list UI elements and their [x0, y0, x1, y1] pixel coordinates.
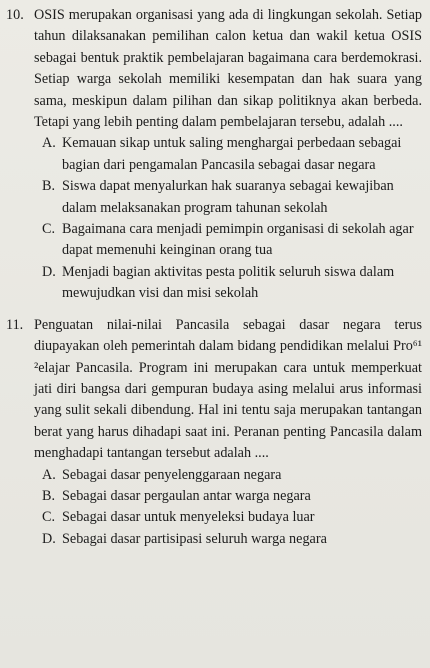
option-text: Bagaimana cara menjadi pemimpin organisasi di sekolah agar dapat memenuhi keinginan orang tua [62, 221, 414, 259]
question-11 [6, 315, 422, 550]
question-stem: OSIS merupakan organisasi yang ada di lingkungan sekolah. Setiap tahun dilaksanakan pemilihan calon ketua dan wakil ketua OSIS sebagai bentuk praktik pembelajaran bagaimana cara berdemokrasi. Setiap warga sekolah memiliki kesempatan dan hak suara yang sama, meskipun dalam pilihan dan sikap politiknya akan berbeda. Tetapi yang lebih penting dalam pembelajaran tersebu, adalah .... [34, 7, 422, 131]
option-text: Sebagai dasar untuk menyeleksi budaya luar [62, 509, 315, 526]
option-list [34, 465, 422, 551]
question-10 [6, 5, 422, 305]
option-letter: C. [42, 221, 56, 238]
question-stem: Penguatan nilai-nilai Pancasila sebagai dasar negara terus diupayakan oleh pemerintah dalam bidang pendidikan melalui Pro⁶¹ ²elajar Pancasila. Program ini merupakan cara untuk memperkuat jati diri bangsa dari gempuran budaya asing melalui arus informasi yang sulit sekali dibendung. Hal ini tentu saja merupakan tantangan berat yang harus dihadapi saat ini. Peranan penting Pancasila dalam menghadapi tantangan tersebut adalah .... [34, 316, 422, 462]
question-body [34, 315, 422, 550]
question-body [34, 5, 422, 305]
option-text: Sebagai dasar penyelenggaraan negara [62, 466, 282, 483]
option-a[interactable] [34, 465, 422, 486]
question-number: 10. [6, 7, 24, 23]
option-letter: B. [42, 487, 56, 504]
option-b[interactable] [34, 176, 422, 219]
option-b[interactable] [34, 486, 422, 507]
option-d[interactable] [34, 262, 422, 305]
option-text: Menjadi bagian aktivitas pesta politik seluruh siswa dalam mewujudkan visi dan misi sekolah [62, 263, 395, 302]
option-letter: D. [42, 530, 56, 547]
option-d[interactable] [34, 529, 422, 550]
option-letter: A. [42, 466, 56, 483]
option-letter: D. [42, 263, 56, 280]
option-a[interactable] [34, 133, 422, 176]
question-number: 11. [6, 316, 24, 333]
option-c[interactable] [34, 219, 422, 262]
option-letter: A. [42, 135, 56, 152]
option-list [34, 133, 422, 304]
option-c[interactable] [34, 507, 422, 528]
option-text: Siswa dapat menyalurkan hak suaranya sebagai kewajiban dalam melaksanakan program tahunan sekolah [62, 178, 394, 216]
option-text: Sebagai dasar pergaulan antar warga negara [62, 487, 311, 504]
option-text: Sebagai dasar partisipasi seluruh warga negara [62, 530, 327, 547]
option-letter: C. [42, 509, 56, 526]
option-letter: B. [42, 178, 56, 195]
option-text: Kemauan sikap untuk saling menghargai perbedaan sebagai bagian dari pengamalan Pancasila sebagai dasar negara [62, 135, 402, 173]
